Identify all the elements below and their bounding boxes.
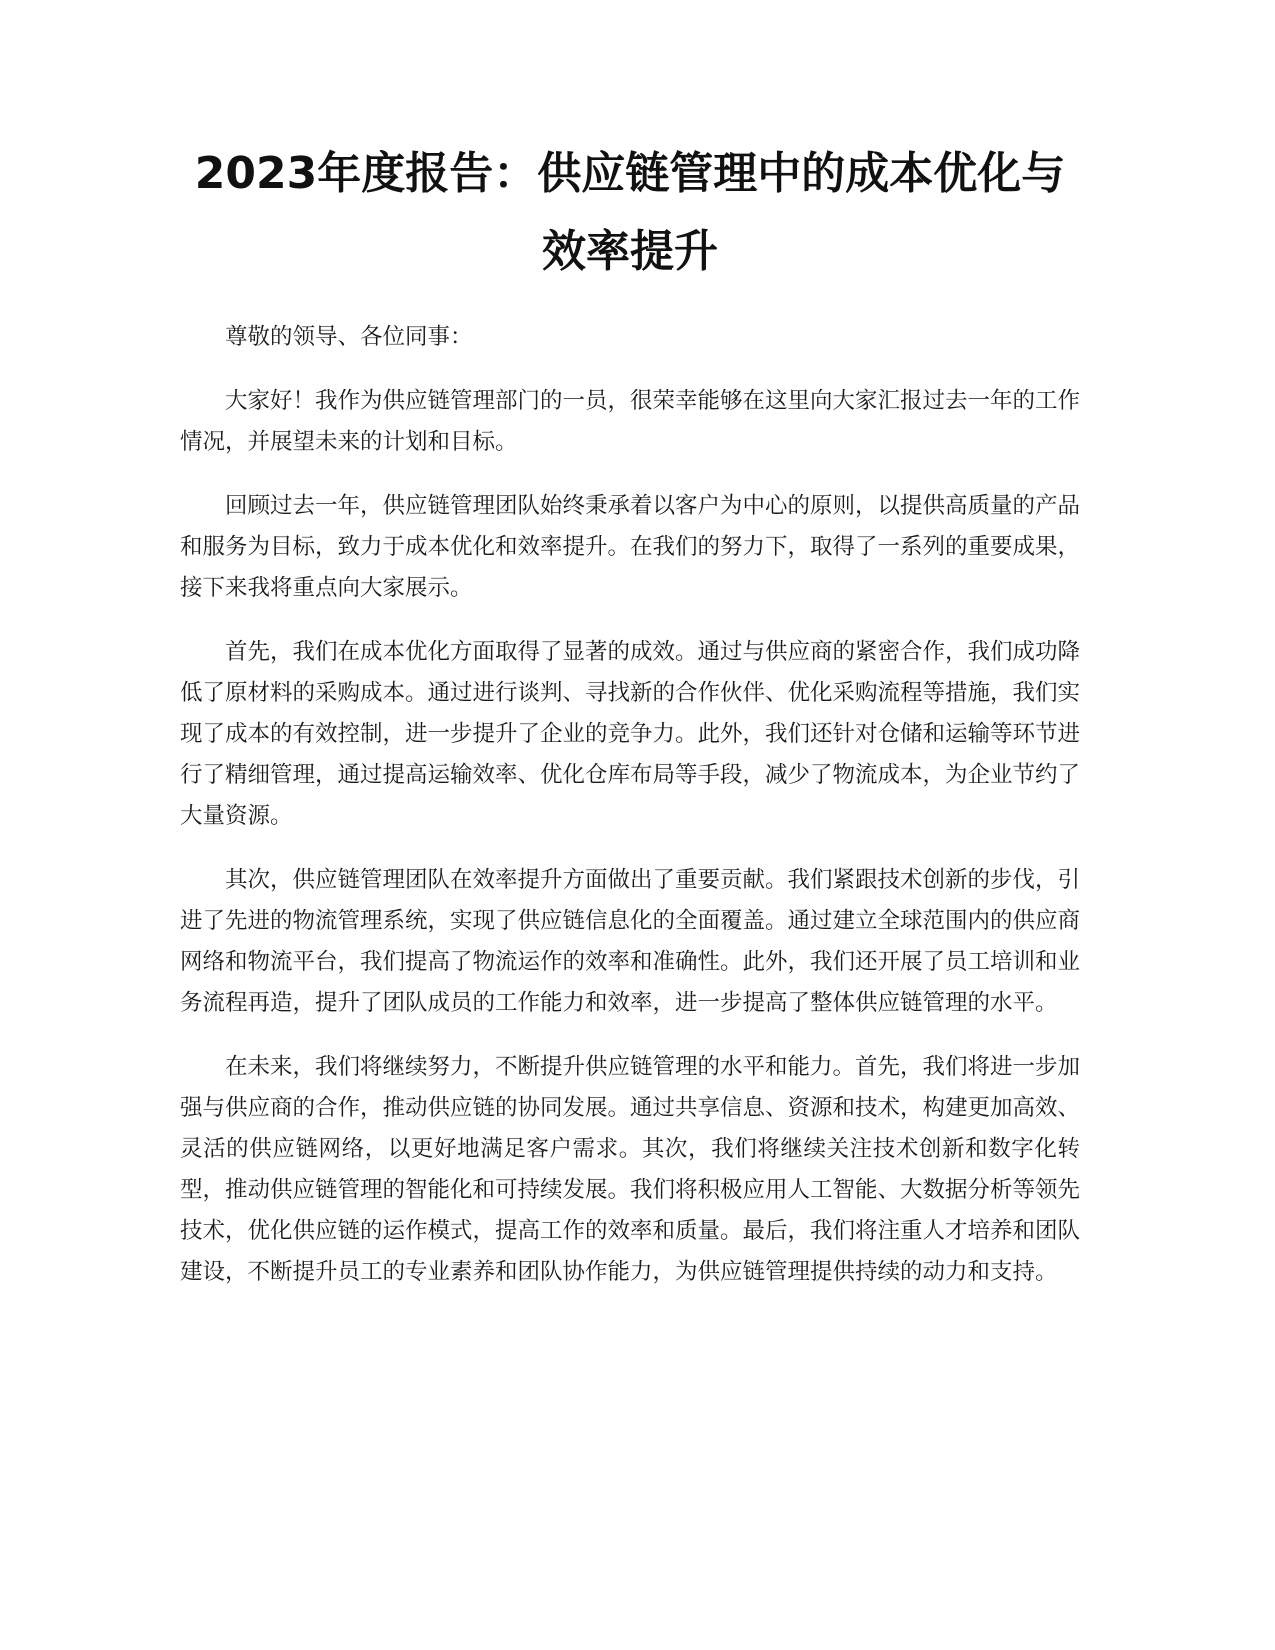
future-plan-paragraph: 在未来，我们将继续努力，不断提升供应链管理的水平和能力。首先，我们将进一步加强与供应商的合作，推动供应链的协同发展。通过共享信息、资源和技术，构建更加高效、灵活的供应链网络，以更好地满足客户需求。其次，我们将继续关注技术创新和数字化转型，推动供应链管理的智能化和可持续发展。我们将积极应用人工智能、大数据分析等领先技术，优化供应链的运作模式，提高工作的效率和质量。最后，我们将注重人才培养和团队建设，不断提升员工的专业素养和团队协作能力，为供应链管理提供持续的动力和支持。: [180, 1054, 1081, 1285]
salutation-paragraph: 尊敬的领导、各位同事：: [225, 324, 473, 350]
review-paragraph: 回顾过去一年，供应链管理团队始终秉承着以客户为中心的原则，以提供高质量的产品和服务为目标，致力于成本优化和效率提升。在我们的努力下，取得了一系列的重要成果，接下来我将重点向大家展示。: [180, 493, 1081, 601]
efficiency-paragraph: 其次，供应链管理团队在效率提升方面做出了重要贡献。我们紧跟技术创新的步伐，引进了先进的物流管理系统，实现了供应链信息化的全面覆盖。通过建立全球范围内的供应商网络和物流平台，我们提高了物流运作的效率和准确性。此外，我们还开展了员工培训和业务流程再造，提升了团队成员的工作能力和效率，进一步提高了整体供应链管理的水平。: [180, 867, 1081, 1016]
document-title: 2023年度报告：供应链管理中的成本优化与效率提升: [194, 148, 1066, 277]
cost-optimization-paragraph: 首先，我们在成本优化方面取得了显著的成效。通过与供应商的紧密合作，我们成功降低了原材料的采购成本。通过进行谈判、寻找新的合作伙伴、优化采购流程等措施，我们实现了成本的有效控制，进一步提升了企业的竞争力。此外，我们还针对仓储和运输等环节进行了精细管理，通过提高运输效率、优化仓库布局等手段，减少了物流成本，为企业节约了大量资源。: [180, 639, 1081, 829]
document-page: [180, 135, 1080, 1316]
greeting-paragraph: 大家好！我作为供应链管理部门的一员，很荣幸能够在这里向大家汇报过去一年的工作情况，并展望未来的计划和目标。: [180, 388, 1081, 455]
